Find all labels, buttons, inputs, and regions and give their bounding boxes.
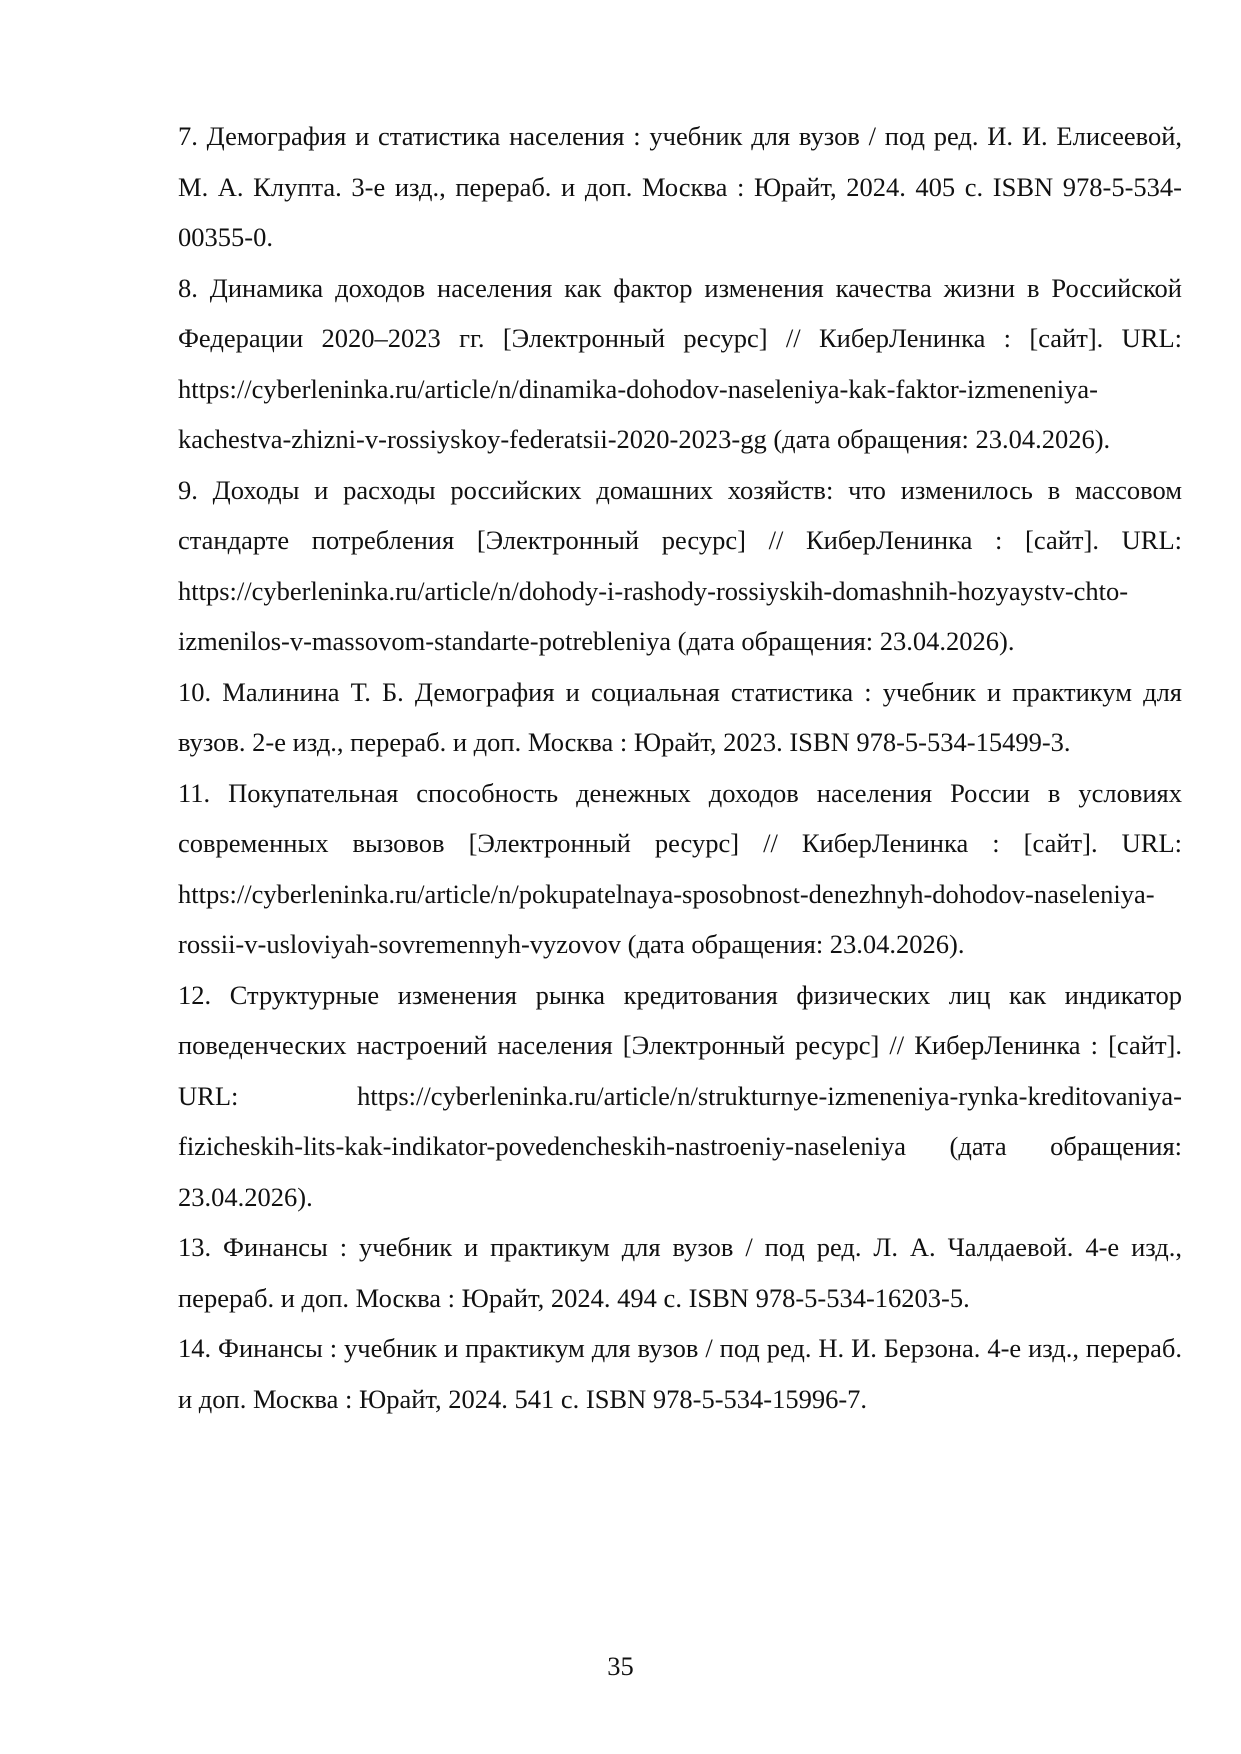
reference-list: [178, 111, 1182, 1424]
reference-item-13: 13. Финансы : учебник и практикум для вузов / под ред. Л. А. Чалдаевой. 4-е изд., перераб. и доп. Москва : Юрайт, 2024. 494 с. ISBN 978-5-534-16203-5.: [178, 1232, 1182, 1313]
reference-item-10: 10. Малинина Т. Б. Демография и социальная статистика : учебник и практикум для вузов. 2-е изд., перераб. и доп. Москва : Юрайт, 2023. ISBN 978-5-534-15499-3.: [178, 676, 1182, 757]
reference-item-12: 12. Структурные изменения рынка кредитования физических лиц как индикатор поведенческих настроений населения [Электронный ресурс] // КиберЛенинка : [сайт]. URL: https://cyberleninka.ru/article/n/strukturnye-izmeneniya-rynka-kreditovaniya-fizicheskih-lits-kak-indikator-povedencheskih-nastroeniy-naseleniya (дата обращения: 23.04.2026).: [178, 979, 1182, 1212]
reference-item-9: 9. Доходы и расходы российских домашних хозяйств: что изменилось в массовом стандарте потребления [Электронный ресурс] // КиберЛенинка : [сайт]. URL: https://cyberleninka.ru/article/n/dohody-i-rashody-rossiyskih-domashnih-hozyaystv-chto-izmenilos-v-massovom-standarte-potrebleniya (дата обращения: 23.04.2026).: [178, 474, 1182, 656]
reference-item-8: 8. Динамика доходов населения как фактор изменения качества жизни в Российской Федерации 2020–2023 гг. [Электронный ресурс] // КиберЛенинка : [сайт]. URL: https://cyberleninka.ru/article/n/dinamika-dohodov-naseleniya-kak-faktor-izmeneniya-kachestva-zhizni-v-rossiyskoy-federatsii-2020-2023-gg (дата обращения: 23.04.2026).: [178, 272, 1182, 454]
reference-item-11: 11. Покупательная способность денежных доходов населения России в условиях современных вызовов [Электронный ресурс] // КиберЛенинка : [сайт]. URL: https://cyberleninka.ru/article/n/pokupatelnaya-sposobnost-denezhnyh-dohodov-naseleniya-rossii-v-usloviyah-sovremennyh-vyzovov (дата обращения: 23.04.2026).: [178, 777, 1182, 959]
page-number: 35: [607, 1651, 634, 1681]
reference-item-14: 14. Финансы : учебник и практикум для вузов / под ред. Н. И. Берзона. 4-е изд., перераб. и доп. Москва : Юрайт, 2024. 541 с. ISBN 978-5-534-15996-7.: [178, 1333, 1182, 1414]
reference-item-7: 7. Демография и статистика населения : учебник для вузов / под ред. И. И. Елисеевой, М. А. Клупта. 3-е изд., перераб. и доп. Москва : Юрайт, 2024. 405 с. ISBN 978-5-534-00355-0.: [178, 121, 1182, 252]
